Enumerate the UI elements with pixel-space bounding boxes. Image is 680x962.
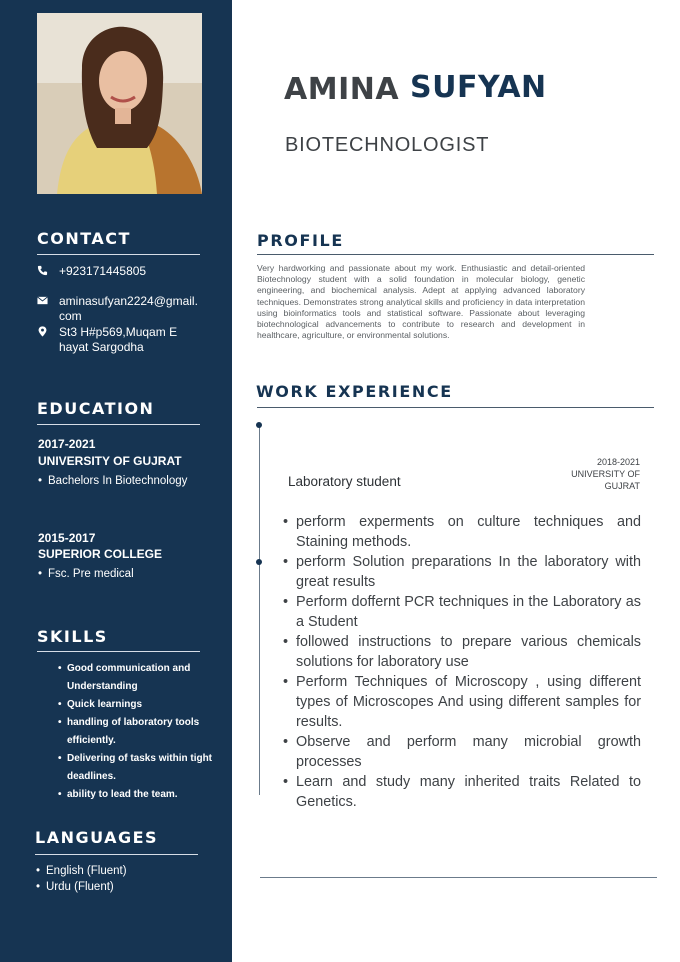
profile-heading: PROFILE xyxy=(257,231,344,250)
education-degree: • Fsc. Pre medical xyxy=(48,568,134,580)
job-date: 2018-2021 xyxy=(596,457,640,467)
timeline-dot xyxy=(256,559,262,565)
language-item: • Urdu (Fluent) xyxy=(46,880,127,896)
work-divider xyxy=(257,407,654,408)
skills-heading: SKILLS xyxy=(37,627,108,646)
skill-item: • Good communication and Understanding xyxy=(67,660,217,696)
education-divider xyxy=(37,424,200,425)
skill-item: • handling of laboratory tools efficiently. xyxy=(67,714,217,750)
job-place: UNIVERSITY OF GUJRAT xyxy=(571,469,640,491)
location-pin-icon xyxy=(37,326,48,337)
education-school: SUPERIOR COLLEGE xyxy=(38,547,163,561)
language-item: • English (Fluent) xyxy=(46,864,127,880)
address-text: St3 H#p569,Muqam E hayat Sargodha xyxy=(59,325,178,354)
phone-number[interactable]: +923171445805 xyxy=(59,264,147,278)
bottom-divider xyxy=(260,877,657,878)
timeline-dot xyxy=(256,422,262,428)
languages-list xyxy=(46,864,127,895)
profile-text: Very hardworking and passionate about my work. Enthusiastic and detail-oriented Biotechnology student with a solid foundation in molecular biology, genetic engineering, and biochemical analysis. Adept at applying advanced laboratory techniques. Demonstrates strong analytical skills and proficiency in data interpretation using bioinformatics tools and statistical software. Passionate about leveraging biotechnological advancements to contribute to research and development in healthcare, agriculture, or environmental solutions. xyxy=(257,263,585,341)
last-name: SUFYAN xyxy=(410,70,547,105)
languages-divider xyxy=(35,854,198,855)
languages-heading: LANGUAGES xyxy=(35,828,159,847)
timeline-line xyxy=(259,425,260,795)
education-years: 2017-2021 xyxy=(38,437,96,451)
education-years: 2015-2017 xyxy=(38,531,96,545)
education-heading: EDUCATION xyxy=(37,399,155,418)
phone-icon xyxy=(37,265,48,276)
profile-photo xyxy=(37,13,202,194)
education-degree: • Bachelors In Biotechnology xyxy=(48,475,187,487)
duty-item: • followed instructions to prepare various chemicals solutions for laboratory use xyxy=(296,632,641,672)
contact-email xyxy=(37,294,199,324)
duty-item: • perform experments on culture techniques and Staining methods. xyxy=(296,512,641,552)
work-heading: WORK EXPERIENCE xyxy=(256,382,453,401)
email-address[interactable]: aminasufyan2224@gmail.com xyxy=(59,294,198,323)
education-school: UNIVERSITY OF GUJRAT xyxy=(38,454,182,468)
first-name: AMINA xyxy=(284,72,400,107)
duty-item: • Observe and perform many microbial growth processes xyxy=(296,732,641,772)
sidebar xyxy=(0,0,232,962)
email-icon xyxy=(37,295,48,306)
job-title: Laboratory student xyxy=(288,474,401,489)
contact-heading: CONTACT xyxy=(37,229,131,248)
skills-divider xyxy=(37,651,200,652)
skill-item: • Quick learnings xyxy=(67,696,217,714)
job-date-block xyxy=(560,456,640,492)
job-role: BIOTECHNOLOGIST xyxy=(285,134,490,156)
duty-item: • Learn and study many inherited traits Related to Genetics. xyxy=(296,772,641,812)
contact-phone xyxy=(37,264,199,279)
contact-divider xyxy=(37,254,200,255)
duty-item: • Perform doffernt PCR techniques in the Laboratory as a Student xyxy=(296,592,641,632)
duty-item: • Perform Techniques of Microscopy , using different types of Microscopes And using different samples for results. xyxy=(296,672,641,732)
duty-item: • perform Solution preparations In the laboratory with great results xyxy=(296,552,641,592)
skill-item: • ability to lead the team. xyxy=(67,786,217,804)
skill-item: • Delivering of tasks within tight deadlines. xyxy=(67,750,217,786)
profile-divider xyxy=(257,254,654,255)
duties-list xyxy=(296,512,641,812)
contact-address xyxy=(37,325,184,355)
skills-list xyxy=(67,660,217,804)
